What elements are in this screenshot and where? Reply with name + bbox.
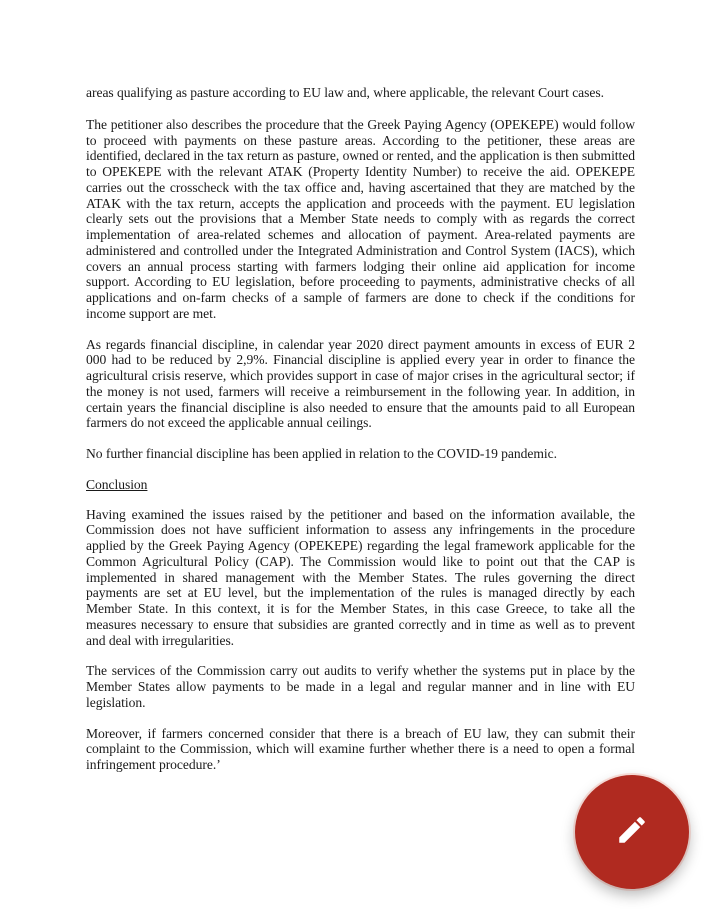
paragraph-conclusion-assessment: Having examined the issues raised by the petitioner and based on the information available, the Commission does not have sufficient information to assess any infringements in the procedure applied by the Greek Paying Agency (OPEKEPE) regarding the legal framework applicable for the Common Agricultural Policy (CAP). The Commission would like to point out that the CAP is implemented in shared management with the Member States. The rules governing the direct payments are set at EU level, but the implementation of the rules is managed directly by each Member State. In this context, it is for the Member States, in this case Greece, to take all the measures necessary to ensure that subsidies are granted correctly and in time as well as to prevent and deal with irregularities. — [86, 506, 635, 648]
paragraph-opekepe-procedure: The petitioner also describes the procedure that the Greek Paying Agency (OPEKEPE) would follow to proceed with payments on these pasture areas. According to the petitioner, these areas are identified, declared in the tax return as pasture, owned or rented, and the application is then submitted to OPEKEPE with the relevant ATAK (Property Identity Number) to receive the aid. OPEKEPE carries out the crosscheck with the tax office and, having ascertained that they are matched by the ATAK with the tax return, accepts the application and proceeds with the payment. EU legislation clearly sets out the provisions that a Member State needs to comply with as regards the correct implementation of area-related schemes and allocation of payment. Area-related payments are administered and controlled under the Integrated Administration and Control System (IACS), which covers an annual process starting with farmers lodging their online aid application for income support. According to EU legislation, before proceeding to payments, administrative checks of all applications and on-farm checks of a sample of farmers are done to check if the conditions for income support are met. — [86, 116, 635, 321]
edit-fab-button[interactable] — [575, 775, 689, 889]
paragraph-financial-discipline: As regards financial discipline, in calendar year 2020 direct payment amounts in excess of EUR 2 000 had to be reduced by 2,9%. Financial discipline is applied every year in order to finance the agricultural crisis reserve, which provides support in case of major crises in the agricultural sector; if the money is not used, farmers will receive a reimbursement in the following year. In addition, in certain years the financial discipline is also needed to ensure that the amounts paid to all European farmers do not exceed the applicable annual ceilings. — [86, 336, 635, 431]
paragraph-pasture-court-cases: areas qualifying as pasture according to EU law and, where applicable, the relevant Court cases. — [86, 85, 604, 100]
pencil-icon — [615, 813, 649, 852]
conclusion-heading: Conclusion — [86, 476, 148, 492]
document-page — [86, 85, 635, 788]
paragraph-covid: No further financial discipline has been applied in relation to the COVID-19 pandemic. — [86, 446, 557, 461]
paragraph-conclusion-complaint: Moreover, if farmers concerned consider that there is a breach of EU law, they can submit their complaint to the Commission, which will examine further whether there is a need to open a formal infringement procedure.’ — [86, 725, 635, 772]
paragraph-conclusion-audits: The services of the Commission carry out audits to verify whether the systems put in place by the Member States allow payments to be made in a legal and regular manner and in line with EU legislation. — [86, 663, 635, 710]
